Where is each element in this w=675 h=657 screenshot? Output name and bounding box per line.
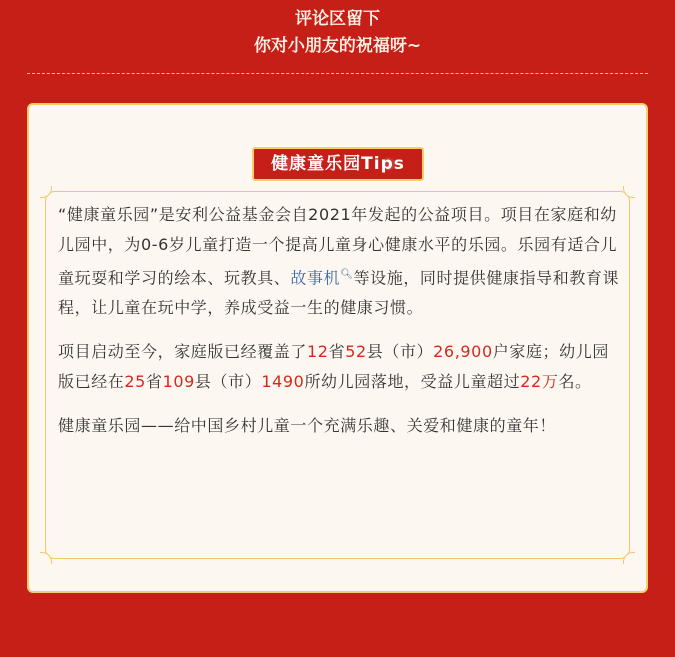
- stat-number: 1490: [261, 372, 305, 392]
- intro-text: “健康童乐园”是安利公益基金会自2021年发起的公益项目。项目在家庭和幼儿园中，为0-6岁儿童打造一个提高儿童身心健康水平的乐园。乐园有适合儿童玩耍和学习的绘本、玩教具、: [58, 205, 618, 288]
- stats-text: 县（市）: [194, 372, 262, 392]
- intro-text-cont: 等设施，同时提供健康指导和教育课程，让儿童在玩中学，养成受益一生的健康习惯。: [58, 268, 620, 318]
- header-line-2: 你对小朋友的祝福呀~: [253, 36, 422, 56]
- paragraph-intro: [58, 200, 620, 323]
- paragraph-slogan: 健康童乐园——给中国乡村儿童一个充满乐趣、关爱和健康的童年！: [58, 416, 557, 436]
- frame-corner: [623, 186, 635, 198]
- stat-number: 52: [345, 342, 367, 362]
- tips-badge: 健康童乐园Tips: [252, 147, 424, 181]
- stats-text: 省: [145, 372, 163, 392]
- stats-text: 县（市）: [366, 342, 434, 362]
- stat-number: 26,900: [433, 342, 493, 362]
- search-icon[interactable]: 🔍︎: [340, 269, 354, 280]
- frame-corner: [40, 186, 52, 198]
- stats-text: 所幼儿园落地，受益儿童超过: [304, 372, 521, 392]
- frame-corner: [40, 552, 52, 564]
- story-machine-link[interactable]: 故事机: [290, 268, 341, 288]
- tips-content: [58, 200, 620, 455]
- stats-text: 省: [328, 342, 346, 362]
- tips-card: [27, 103, 648, 593]
- stat-number: 109: [162, 372, 195, 392]
- paragraph-stats: [58, 337, 620, 397]
- stats-text: 户家庭；幼儿园版已经在: [58, 342, 609, 392]
- frame-corner: [623, 552, 635, 564]
- dashed-divider: [27, 73, 648, 74]
- stats-text: 项目启动至今，家庭版已经覆盖了: [58, 342, 308, 362]
- stat-number: 22万: [520, 372, 559, 392]
- stat-number: 25: [124, 372, 146, 392]
- stat-number: 12: [307, 342, 329, 362]
- stats-text: 名。: [558, 372, 592, 392]
- header-line-1: 评论区留下: [295, 9, 380, 29]
